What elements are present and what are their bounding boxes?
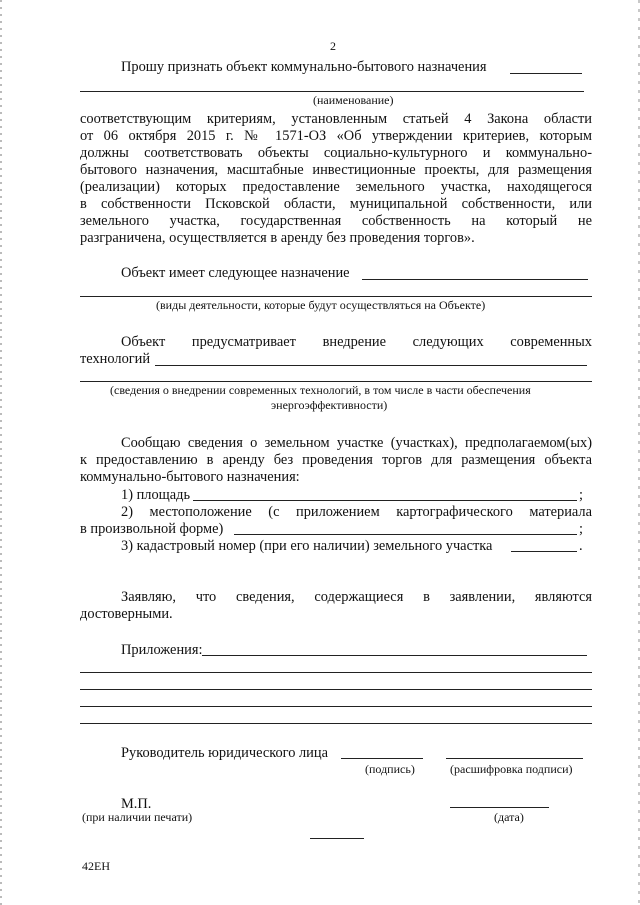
technologies-field[interactable] xyxy=(155,365,587,366)
purpose-field-continuation[interactable] xyxy=(80,296,592,297)
object-type-blank xyxy=(510,73,582,74)
location-label: 2) местоположение (с приложением картографического материала xyxy=(121,504,592,520)
land-intro-line: к предоставлению в аренду без проведения торгов для размещения объекта xyxy=(80,452,592,468)
cadastral-field[interactable] xyxy=(511,551,577,552)
footer-code: 42ЕН xyxy=(82,859,110,873)
technologies-caption-cont: энергоэффективности) xyxy=(271,398,388,412)
signature-decoding-caption: (расшифровка подписи) xyxy=(450,762,573,776)
signature-field[interactable] xyxy=(341,758,423,759)
stamp-caption: (при наличии печати) xyxy=(82,810,193,824)
purpose-caption: (виды деятельности, которые будут осуществляться на Объекте) xyxy=(156,298,486,312)
area-end-mark: ; xyxy=(579,487,583,503)
head-label: Руководитель юридического лица xyxy=(121,745,328,761)
attachments-line[interactable] xyxy=(80,706,592,707)
attachments-line[interactable] xyxy=(80,723,592,724)
area-field[interactable] xyxy=(193,500,577,501)
request-body-line: соответствующим критериям, установленным статьей 4 Закона области xyxy=(80,111,592,127)
stamp-label: М.П. xyxy=(121,796,152,812)
location-end-mark: ; xyxy=(579,521,583,537)
technologies-text: Объект предусматривает внедрение следующих современных xyxy=(121,334,592,350)
request-body-line: разграничена, осуществляется в аренду без проведения торгов». xyxy=(80,230,475,246)
cadastral-end-mark: . xyxy=(579,538,583,554)
technologies-caption: (сведения о внедрении современных технологий, в том числе в части обеспечения xyxy=(110,383,531,397)
date-field[interactable] xyxy=(450,807,549,808)
land-intro-line: Сообщаю сведения о земельном участке (участках), предполагаемом(ых) xyxy=(121,435,592,451)
object-name-line xyxy=(80,91,584,92)
purpose-field[interactable] xyxy=(362,279,588,280)
page-number: 2 xyxy=(330,39,336,53)
request-heading: Прошу признать объект коммунально-бытового назначения xyxy=(121,59,487,75)
request-body-line: земельного участка, государственная собственность на который не xyxy=(80,213,592,229)
request-body-line: от 06 октября 2015 г. № 1571-ОЗ «Об утверждении критериев, которым xyxy=(80,128,592,144)
signature-caption: (подпись) xyxy=(365,762,415,776)
purpose-label: Объект имеет следующее назначение xyxy=(121,265,350,281)
end-separator xyxy=(310,838,364,839)
request-body-line: бытового назначения, масштабные инвестиционные проекты, для размещения xyxy=(80,162,592,178)
attachments-field[interactable] xyxy=(202,655,587,656)
object-name-caption: (наименование) xyxy=(313,93,394,107)
request-body-line: в собственности Псковской области, муниципальной собственности, или xyxy=(80,196,592,212)
location-field[interactable] xyxy=(234,534,577,535)
technologies-field-continuation[interactable] xyxy=(80,381,592,382)
request-body-line: должны соответствовать объекты социально-культурного и коммунально- xyxy=(80,145,592,161)
location-label-cont: в произвольной форме) xyxy=(80,521,224,537)
attachments-line[interactable] xyxy=(80,689,592,690)
signature-decoding-field[interactable] xyxy=(446,758,583,759)
attachments-label: Приложения: xyxy=(121,642,203,658)
date-caption: (дата) xyxy=(494,810,524,824)
cadastral-label: 3) кадастровый номер (при его наличии) земельного участка xyxy=(121,538,493,554)
attachments-line[interactable] xyxy=(80,672,592,673)
request-body-line: (реализации) которых предоставление земельного участка, находящегося xyxy=(80,179,592,195)
area-label: 1) площадь xyxy=(121,487,191,503)
declaration-text: Заявляю, что сведения, содержащиеся в заявлении, являются xyxy=(121,589,592,605)
land-intro-line: коммунально-бытового назначения: xyxy=(80,469,300,485)
scan-edge-left xyxy=(0,0,2,905)
declaration-text-cont: достоверными. xyxy=(80,606,173,622)
technologies-label: технологий xyxy=(80,351,151,367)
